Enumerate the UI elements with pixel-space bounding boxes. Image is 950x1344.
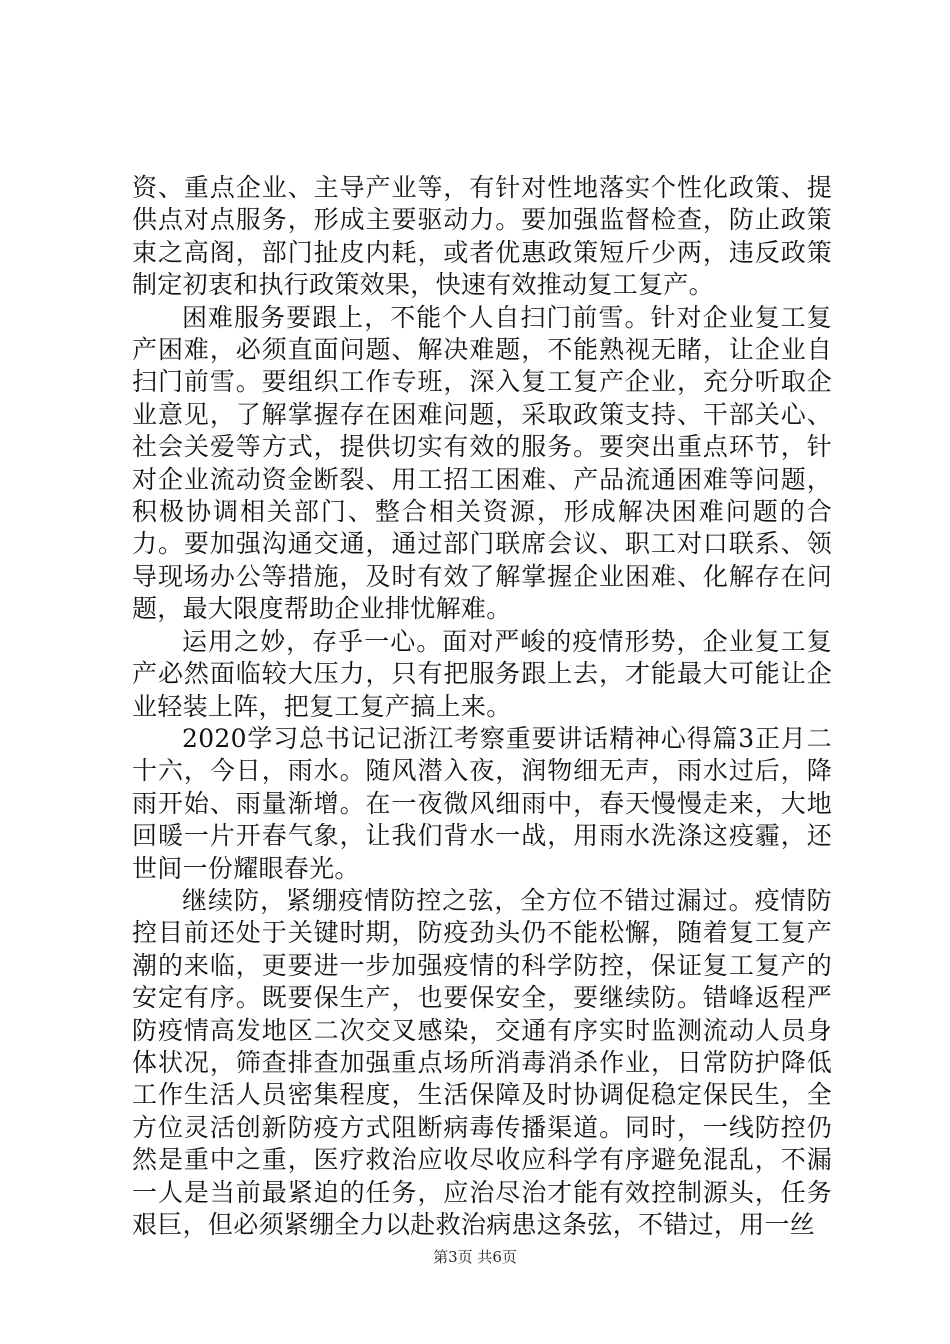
paragraph-1: 资、重点企业、主导产业等，有针对性地落实个性化政策、提供点对点服务，形成主要驱动力。要加强监督检查，防止政策束之高阁，部门扯皮内耗，或者优惠政策短斤少两，违反政策制定初衷和执行政策效果，快速有效推动复工复产。 (132, 173, 832, 300)
page-number-footer: 第3页 共6页 (433, 1248, 517, 1266)
paragraph-2: 困难服务要跟上，不能个人自扫门前雪。针对企业复工复产困难，必须直面问题、解决难题，不能熟视无睹，让企业自扫门前雪。要组织工作专班，深入复工复产企业，充分听取企业意见，了解掌握存在困难问题，采取政策支持、干部关心、社会关爱等方式，提供切实有效的服务。要突出重点环节，针对企业流动资金断裂、用工招工困难、产品流通困难等问题，积极协调相关部门、整合相关资源，形成解决困难问题的合力。要加强沟通交通，通过部门联席会议、职工对口联系、领导现场办公等措施，及时有效了解掌握企业困难、化解存在问题，最大限度帮助企业排忧解难。 (132, 302, 832, 624)
paragraph-3: 运用之妙，存乎一心。面对严峻的疫情形势，企业复工复产必然面临较大压力，只有把服务跟上去，才能最大可能让企业轻装上阵，把复工复产搞上来。 (132, 626, 832, 721)
paragraph-5: 继续防，紧绷疫情防控之弦，全方位不错过漏过。疫情防控目前还处于关键时期，防疫劲头仍不能松懈，随着复工复产潮的来临，更要进一步加强疫情的科学防控，保证复工复产的安定有序。既要保生产，也要保安全，要继续防。错峰返程严防疫情高发地区二次交叉感染，交通有序实时监测流动人员身体状况，筛查排查加强重点场所消毒消杀作业，日常防护降低工作生活人员密集程度，生活保障及时协调促稳定保民生，全方位灵活创新防疫方式阻断病毒传播渠道。同时，一线防控仍然是重中之重，医疗救治应收尽收应科学有序避免混乱，不漏一人是当前最紧迫的任务，应治尽治才能有效控制源头，任务艰巨，但必须紧绷全力以赴救治病患这条弦，不错过，用一丝 (132, 885, 832, 1239)
body-text (132, 172, 832, 1241)
paragraph-4: 2020学习总书记记浙江考察重要讲话精神心得篇3正月二十六，今日，雨水。随风潜入夜，润物细无声，雨水过后，降雨开始、雨量渐增。在一夜微风细雨中，春天慢慢走来，大地回暖一片开春气象，让我们背水一战，用雨水洗涤这疫霾，还世间一份耀眼春光。 (132, 723, 832, 883)
